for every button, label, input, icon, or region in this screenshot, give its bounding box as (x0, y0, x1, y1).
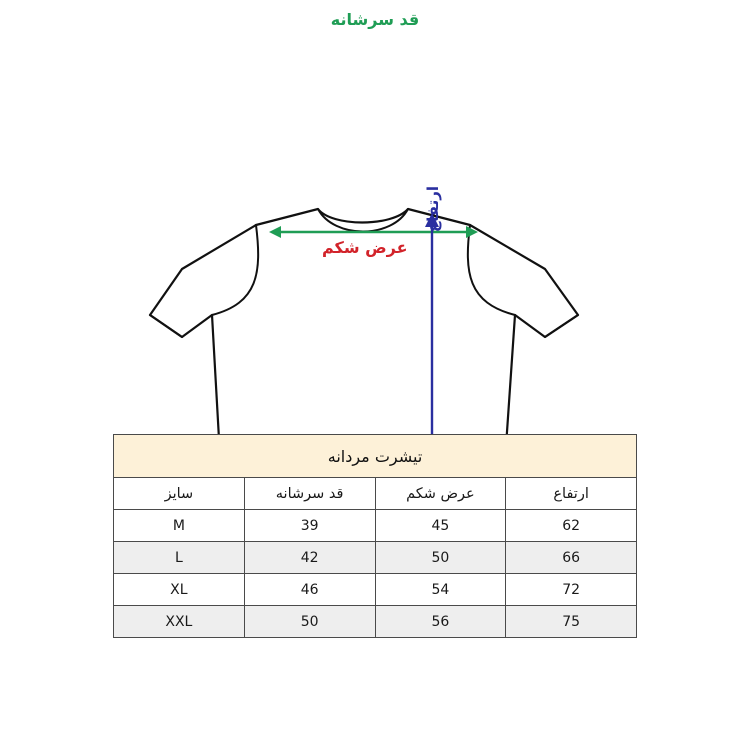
cell-size: XL (114, 574, 245, 606)
column-header-size: سایز (114, 478, 245, 510)
cell-chest: 50 (375, 542, 506, 574)
cell-shoulder: 39 (244, 510, 375, 542)
size-table-container (113, 434, 637, 638)
cell-shoulder: 50 (244, 606, 375, 638)
cell-chest: 45 (375, 510, 506, 542)
label-height: ارتفاع (424, 186, 442, 233)
cell-height: 75 (506, 606, 637, 638)
label-chest-width: عرض شکم (322, 238, 408, 257)
cell-height: 62 (506, 510, 637, 542)
table-row (114, 510, 637, 542)
table-row (114, 542, 637, 574)
cell-shoulder: 46 (244, 574, 375, 606)
table-title: تیشرت مردانه (114, 435, 637, 478)
table-row (114, 606, 637, 638)
cell-height: 66 (506, 542, 637, 574)
label-shoulder-length: قد سرشانه (330, 10, 420, 29)
column-header-chest: عرض شکم (375, 478, 506, 510)
table-header-row (114, 478, 637, 510)
cell-size: M (114, 510, 245, 542)
cell-chest: 56 (375, 606, 506, 638)
cell-chest: 54 (375, 574, 506, 606)
cell-shoulder: 42 (244, 542, 375, 574)
column-header-shoulder: قد سرشانه (244, 478, 375, 510)
table-title-row (114, 435, 637, 478)
table-row (114, 574, 637, 606)
cell-height: 72 (506, 574, 637, 606)
cell-size: XXL (114, 606, 245, 638)
size-table (113, 434, 637, 638)
column-header-height: ارتفاع (506, 478, 637, 510)
cell-size: L (114, 542, 245, 574)
